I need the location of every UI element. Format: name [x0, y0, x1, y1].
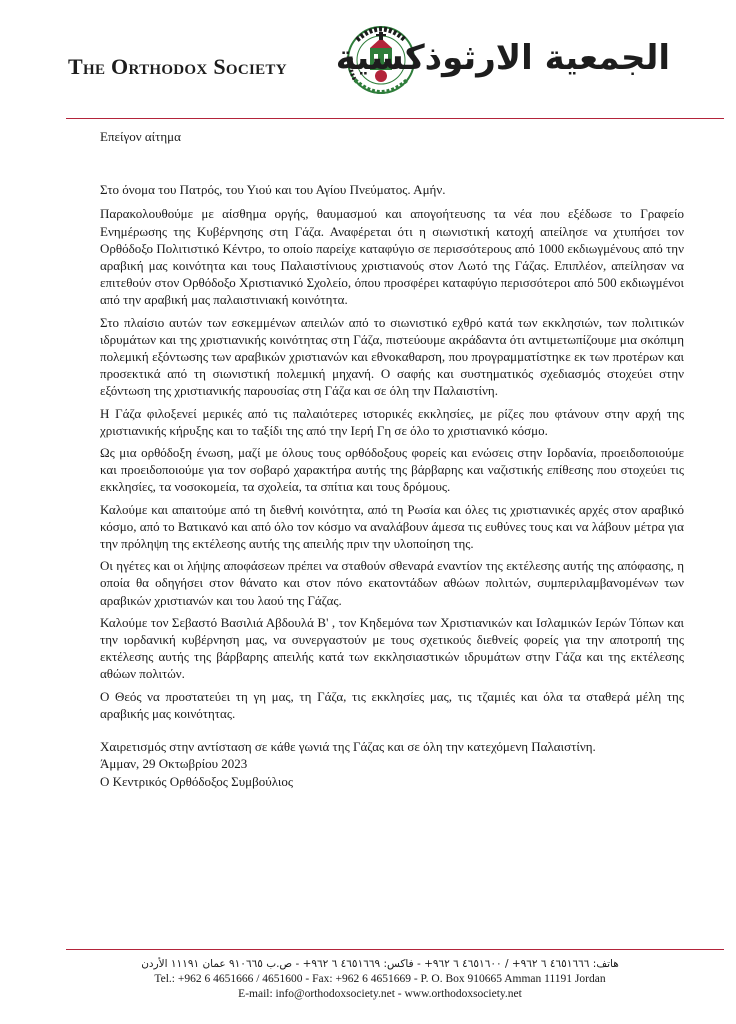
- letter-body: [100, 128, 684, 790]
- letter-paragraph: Παρακολουθούμε με αίσθημα οργής, θαυμασμού και απογοήτευσης τα νέα που εξέδωσε το Γραφείο Ενημέρωσης της Κυβέρνησης στη Γάζα. Αναφέρεται ότι η σιωνιστική κατοχή απείλησε να χτυπήσει τον Ορθόδοξο Πολιτιστικό Κέντρο, το οποίο παρείχε καταφύγιο σε περισσότερους από 1000 εκδιωγμένους από την αραβική μας κοινότητα και τους Παλαιστίνιους χριστιανούς στον Λωτό της Γάζας. Επιπλέον, απείλησαν να επιτεθούν στον Ορθόδοξο Χριστιανικό Σχολείο, όπου προσφέρει καταφύγιο περισσότεροι από 500 εκδιωγμένοι από την αραβική μας παλαιστινιακή κοινότητα.: [100, 206, 684, 308]
- letter-closing: Χαιρετισμός στην αντίσταση σε κάθε γωνιά της Γάζας και σε όλη την κατεχόμενη Παλαιστίνη.: [100, 739, 596, 755]
- footer: [80, 957, 680, 1002]
- letterhead: [0, 0, 736, 125]
- footer-contact: Tel.: +962 6 4651666 / 4651600 - Fax: +962 6 4651669 - P. O. Box 910665 Amman 11191 Jordan: [154, 973, 606, 985]
- letter-paragraph: Ο Θεός να προστατεύει τη γη μας, τη Γάζα, τις εκκλησίες μας, τις τζαμιές και όλα τα σταθερά μέλη της αραβικής μας κοινότητας.: [100, 688, 684, 721]
- letter-paragraph: Στο πλαίσιο αυτών των εσκεμμένων απειλών από το σιωνιστικό εχθρό κατά των εκκλησιών, των πολιτικών ιδρυμάτων και της χριστιανικής κοινότητας στη Γάζα, πιστεύουμε ακράδαντα ότι αντιμετωπίζουμε μια σκόπιμη πολεμική εξόντωσης των αραβικών χριστιανών και εθνοκαθαρση, που προγραμματίστηκε εκ των προτέρων και προσεκτικά από τη σιωνιστική πολεμική μηχανή. Ο σαφής και συστηματικός σχεδιασμός στοχεύει στην εξόντωση της χριστιανικής παρουσίας στη Γάζα και σε όλη την Παλαιστίνη.: [100, 314, 684, 399]
- letter-paragraph: Καλούμε τον Σεβαστό Βασιλιά Αβδουλά Β' , τον Κηδεμόνα των Χριστιανικών και Ισλαμικών Ιερών Τόπων και την ιορδανική κυβέρνηση μας, να συνεργαστούν με τους σχετικούς διεθνείς φορείς για την αποτροπή της εκτέλεσης αυτής της βάρβαρης απειλής κατά των εκκλησιαστικών ιδρυμάτων στην Γάζα και της εκτέλεσης αθώων πολιτών.: [100, 614, 684, 682]
- letter-invocation: Στο όνομα του Πατρός, του Υιού και του Αγίου Πνεύματος. Αμήν.: [100, 182, 446, 198]
- letter-place-date: Άμμαν, 29 Οκτωβρίου 2023: [100, 756, 248, 772]
- footer-divider: [66, 949, 724, 950]
- letter-salutation: Επείγον αίτημα: [100, 129, 181, 144]
- footer-arabic-contact: هاتف: ٤٦٥١٦٦٦ ٦ ٩٦٢+ / ٤٦٥١٦٠٠ ٦ ٩٦٢+ - فاكس: ٤٦٥١٦٦٩ ٦ ٩٦٢+ - ص.ب ٩١٠٦٦٥ عمان ١١١٩١ الأردن: [141, 958, 619, 970]
- letter-signatory: Ο Κεντρικός Ορθόδοξος Συμβούλιος: [100, 773, 293, 789]
- letter-paragraph: Οι ηγέτες και οι λήψης αποφάσεων πρέπει να σταθούν σθεναρά εναντίον της εκτέλεσης αυτής της απόφασης, η οποία θα οδηγήσει στον θάνατο και στον πόνο εκατοντάδων αθώων πολιτών, συμπεριλαμβανομένων των αραβικών χριστιανών και του λαού της Γάζας.: [100, 558, 684, 608]
- header-divider: [66, 118, 724, 119]
- brand-name-arabic: الجمعية الارثوذكسية: [335, 38, 670, 78]
- letter-paragraph: Καλούμε και απαιτούμε από τη διεθνή κοινότητα, από τη Ρωσία και όλες τις χριστιανικές αρχές στον αραβικό κόσμο, από το Βατικανό και από όλο τον κόσμο να αναλάβουν άμεσα τις ευθύνες τους και να λάβουν μέτρα για την πρόληψη της εκτέλεσης αυτής της απειλής πριν την υλοποίηση της.: [100, 501, 684, 552]
- footer-web: E-mail: info@orthodoxsociety.net - www.orthodoxsociety.net: [238, 988, 522, 1000]
- letter-paragraph: Η Γάζα φιλοξενεί μερικές από τις παλαιότερες ιστορικές εκκλησίες, με ρίζες που φτάνουν στην αρχή της χριστιανικής κήρυξης και το ταξίδι της από την Ιερή Γη σε όλο το χριστιανικό κόσμο.: [100, 405, 684, 438]
- letter-paragraph: Ως μια ορθόδοξη ένωση, μαζί με όλους τους ορθόδοξους φορείς και ενώσεις στην Ιορδανία, προειδοποιούμε και προειδοποιούμε για τον σοβαρό χαρακτήρα αυτής της βάρβαρης και ναζιστικής επίθεσης που στοχεύει τις εκκλησίες, τα νοσοκομεία, τα σχολεία, τα σπίτια και τους δρόμους.: [100, 445, 684, 495]
- brand-name-english: The Orthodox Society: [68, 54, 287, 79]
